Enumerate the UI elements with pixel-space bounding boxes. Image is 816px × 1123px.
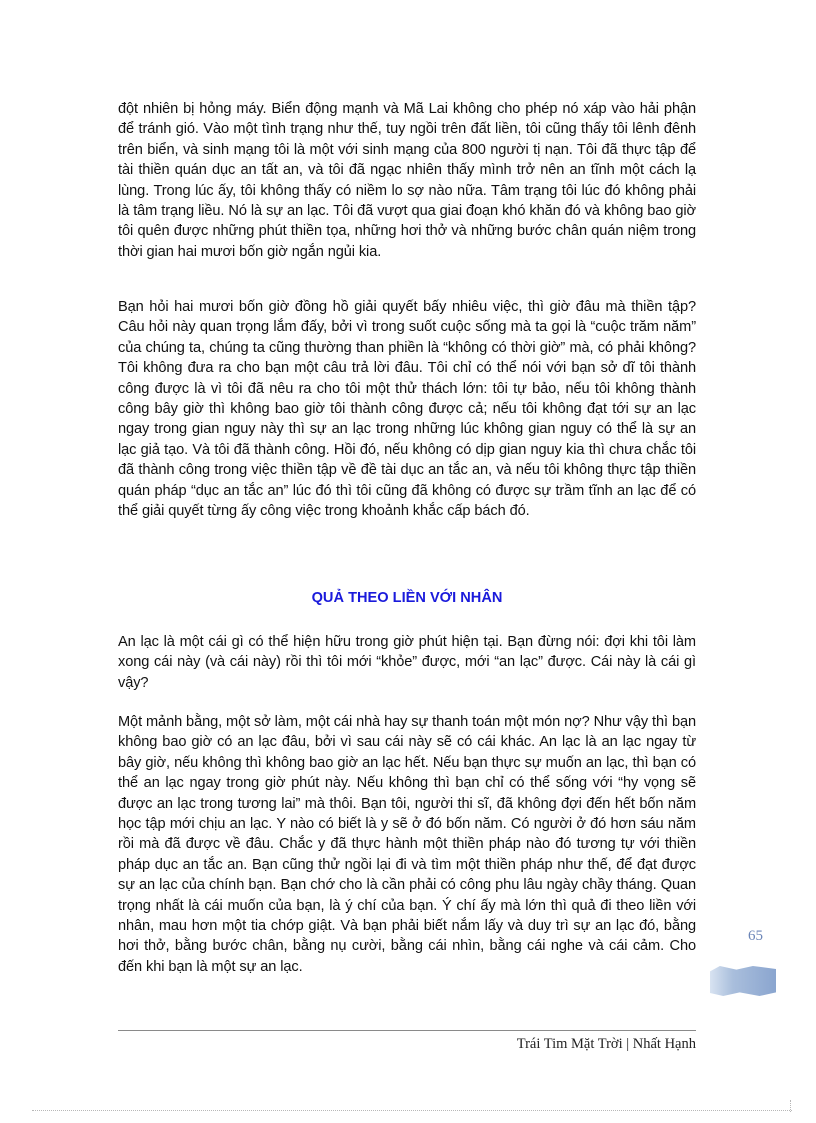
section-heading: QUẢ THEO LIỀN VỚI NHÂN (311, 590, 503, 606)
body-paragraph-3: An lạc là một cái gì có thể hiện hữu trong giờ phút hiện tại. Bạn đừng nói: đợi khi tôi làm xong cái này (và cái này) rồi thì tôi mới “khỏe” được, mới “an lạc” được. Cái này là cái gì vậy? (118, 634, 696, 691)
footer-book-title: Trái Tim Mặt Trời | Nhất Hạnh (516, 1036, 696, 1052)
page-bottom-dotted-line (32, 1110, 792, 1111)
body-paragraph-2: Bạn hỏi hai mươi bốn giờ đồng hồ giải quyết bấy nhiêu việc, thì giờ đâu mà thiền tập? Câu hỏi này quan trọng lắm đấy, bởi vì trong suốt cuộc sống mà ta gọi là “cuộc trăm năm” của chúng ta, chúng ta cũng thường than phiền là “không có thời giờ” mà, có phải không? Tôi không đưa ra cho bạn một câu trả lời đâu. Tôi chỉ có thể nói với bạn sở dĩ tôi thành công được là vì tôi đã nêu ra cho tôi một thử thách lớn: tôi tự bảo, nếu tôi không thành công bây giờ thì không bao giờ tôi thành công được cả; nếu tôi không đạt tới sự an lạc ngay trong gian nguy này thì sự an lạc trong những lúc không gian nguy có thể là sự an lạc giả tạo. Và tôi đã thành công. Hồi đó, nếu không có dịp gian nguy kia thì chưa chắc tôi đã thành công trong việc thiền tập về đề tài dục an tắc an, và nếu tôi không thực tập thiền quán pháp “dục an tắc an” lúc đó thì tôi cũng đã không có được sự trầm tĩnh an lạc để có thể giải quyết từng ấy công việc trong khoảnh khắc cấp bách đó. (118, 299, 696, 520)
footer-divider (118, 1030, 696, 1031)
body-paragraph-1: đột nhiên bị hỏng máy. Biển động mạnh và Mã Lai không cho phép nó xáp vào hải phận để tránh gió. Vào một tình trạng như thế, tuy ngồi trên đất liền, tôi cũng thấy tôi lênh đênh trên biển, và sinh mạng tôi là một với sinh mạng của 800 người tị nạn. Tôi đã thực tập để tài thiền quán dục an tất an, và tôi đã ngạc nhiên thấy mình trở nên an tĩnh một cách lạ lùng. Trong lúc ấy, tôi không thấy có niềm lo sợ nào nữa. Tâm trạng tôi lúc đó không phải là tâm trạng liều. Nó là sự an lạc. Tôi đã vượt qua giai đoạn khó khăn đó và không bao giờ tôi quên được những phút thiền tọa, những hơi thở và những bước chân quán niệm trong thời gian hai mươi bốn giờ ngắn ngủi kia. (118, 101, 696, 260)
page-number: 65 (748, 928, 763, 944)
page-tab-decoration (710, 966, 776, 996)
body-paragraph-4: Một mảnh bằng, một sở làm, một cái nhà hay sự thanh toán một món nợ? Như vậy thì bạn không bao giờ có an lạc đâu, bởi vì sau cái này sẽ có cái khác. An lạc là an lạc ngay từ bây giờ, nếu không thì không bao giờ an lạc hết. Nếu bạn thực sự muốn an lạc, thì bạn có thể an lạc ngay trong giờ phút này. Nếu không thì bạn chỉ có thể sống với “hy vọng sẽ được an lạc trong tương lai” mà thôi. Bạn tôi, người thi sĩ, đã không đợi đến hết bốn năm học tập mới chịu an lạc. Y nào có biết là y sẽ ở đó bốn năm. Có người ở đó hơn sáu năm rồi mà đã được về đâu. Chắc y đã thực hành một thiền pháp nào đó tương tự với thiền pháp dục an tắc an. Bạn cũng thử ngồi lại đi và tìm một thiền pháp như thế, để đạt được sự an lạc của chính bạn. Bạn chớ cho là cần phải có công phu lâu ngày chầy tháng. Quan trọng nhất là cái muốn của bạn, là ý chí của bạn. Ý chí ấy mà lớn thì quả đi theo liền với nhân, mau hơn một tia chớp giật. Và bạn phải biết nắm lấy và duy trì sự an lạc đó, bằng hơi thở, bằng bước chân, bằng nụ cười, bằng cái nhìn, bằng cái nghe và cái cảm. Cho đến khi bạn là một sự an lạc. (118, 714, 696, 975)
page-corner-mark (790, 1100, 803, 1112)
